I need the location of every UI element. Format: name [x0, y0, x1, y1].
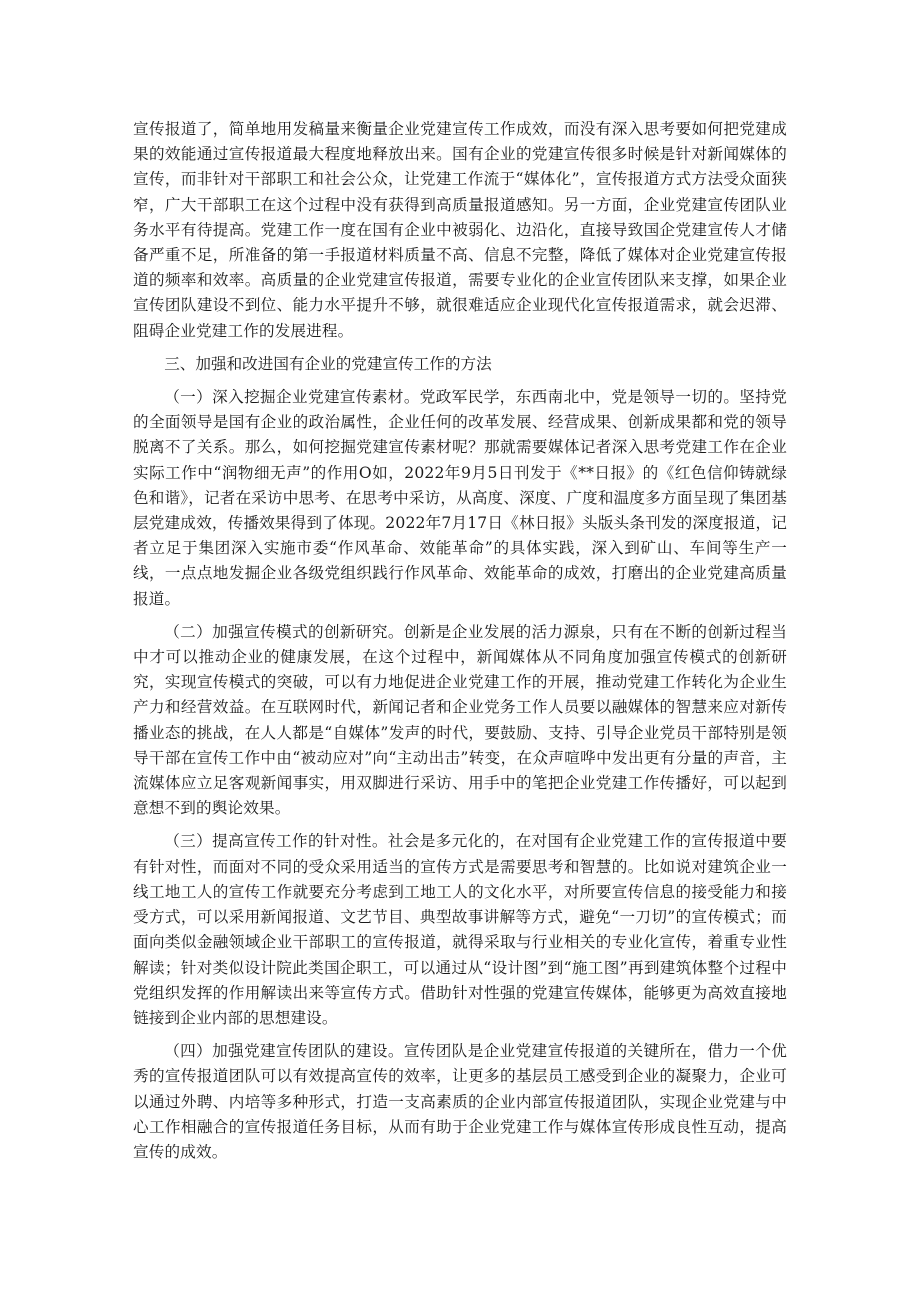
- paragraph-point-3: （三）提高宣传工作的针对性。社会是多元化的，在对国有企业党建工作的宣传报道中要有针对性，而面对不同的受众采用适当的宣传方式是需要思考和智慧的。比如说对建筑企业一线工地工人的宣传工作就要充分考虑到工地工人的文化水平，对所要宣传信息的接受能力和接受方式，可以采用新闻报道、文艺节目、典型故事讲解等方式，避免“一刀切”的宣传模式；而面向类似金融领域企业干部职工的宣传报道，就得采取与行业相关的专业化宣传，着重专业性解读；针对类似设计院此类国企职工，可以通过从“设计图”到“施工图”再到建筑体整个过程中党组织发挥的作用解读出来等宣传方式。借助针对性强的党建宣传媒体，能够更为高效直接地链接到企业内部的思想建设。: [133, 832, 787, 1027]
- paragraph-point-1: （一）深入挖掘企业党建宣传素材。党政军民学，东西南北中，党是领导一切的。坚持党的全面领导是国有企业的政治属性，企业任何的改革发展、经营成果、创新成果都和党的领导脱离不了关系。那么，如何挖掘党建宣传素材呢？那就需要媒体记者深入思考党建工作在企业实际工作中“润物细无声”的作用O如，2022年9月5日刊发于《**日报》的《红色信仰铸就绿色和谐》，记者在采访中思考、在思考中采访，从高度、深度、广度和温度多方面呈现了集团基层党建成效，传播效果得到了体现。2022年7月17日《林日报》头版头条刊发的深度报道，记者立足于集团深入实施市委“作风革命、效能革命”的具体实践，深入到矿山、车间等生产一线，一点点地发掘企业各级党组织践行作风革命、效能革命的成效，打磨出的企业党建高质量报道。: [133, 388, 787, 608]
- paragraph-continuation: 宣传报道了，简单地用发稿量来衡量企业党建宣传工作成效，而没有深入思考要如何把党建成果的效能通过宣传报道最大程度地释放出来。国有企业的党建宣传很多时候是针对新闻媒体的宣传，而非针对干部职工和社会公众，让党建工作流于“媒体化”，宣传报道方式方法受众面狭窄，广大干部职工在这个过程中没有获得到高质量报道感知。另一方面，企业党建宣传团队业务水平有待提高。党建工作一度在国有企业中被弱化、边沿化，直接导致国企党建宣传人才储备严重不足，所准备的第一手报道材料质量不高、信息不完整，降低了媒体对企业党建宣传报道的频率和效率。高质量的企业党建宣传报道，需要专业化的企业宣传团队来支撑，如果企业宣传团队建设不到位、能力水平提升不够，就很难适应企业现代化宣传报道需求，就会迟滞、阻碍企业党建工作的发展进程。: [133, 120, 787, 340]
- document-page: [133, 117, 787, 1173]
- paragraph-point-4: （四）加强党建宣传团队的建设。宣传团队是企业党建宣传报道的关键所在，借力一个优秀的宣传报道团队可以有效提高宣传的效率，让更多的基层员工感受到企业的凝聚力，企业可以通过外聘、内培等多种形式，打造一支高素质的企业内部宣传报道团队，实现企业党建与中心工作相融合的宣传报道任务目标，从而有助于企业党建工作与媒体宣传形成良性互动，提高宣传的成效。: [133, 1042, 787, 1161]
- paragraph-point-2: （二）加强宣传模式的创新研究。创新是企业发展的活力源泉，只有在不断的创新过程当中才可以推动企业的健康发展，在这个过程中，新闻媒体从不同角度加强宣传模式的创新研究，实现宣传模式的突破，可以有力地促进企业党建工作的开展，推动党建工作转化为企业生产力和经营效益。在互联网时代，新闻记者和企业党务工作人员要以融媒体的智慧来应对新传播业态的挑战，在人人都是“自媒体”发声的时代，要鼓励、支持、引导企业党员干部特别是领导干部在宣传工作中由“被动应对”向“主动出击”转变，在众声喧哗中发出更有分量的声音，主流媒体应立足客观新闻事实，用双脚进行采访、用手中的笔把企业党建工作传播好，可以起到意想不到的舆论效果。: [133, 622, 787, 818]
- section-heading: 三、加强和改进国有企业的党建宣传工作的方法: [164, 354, 492, 373]
